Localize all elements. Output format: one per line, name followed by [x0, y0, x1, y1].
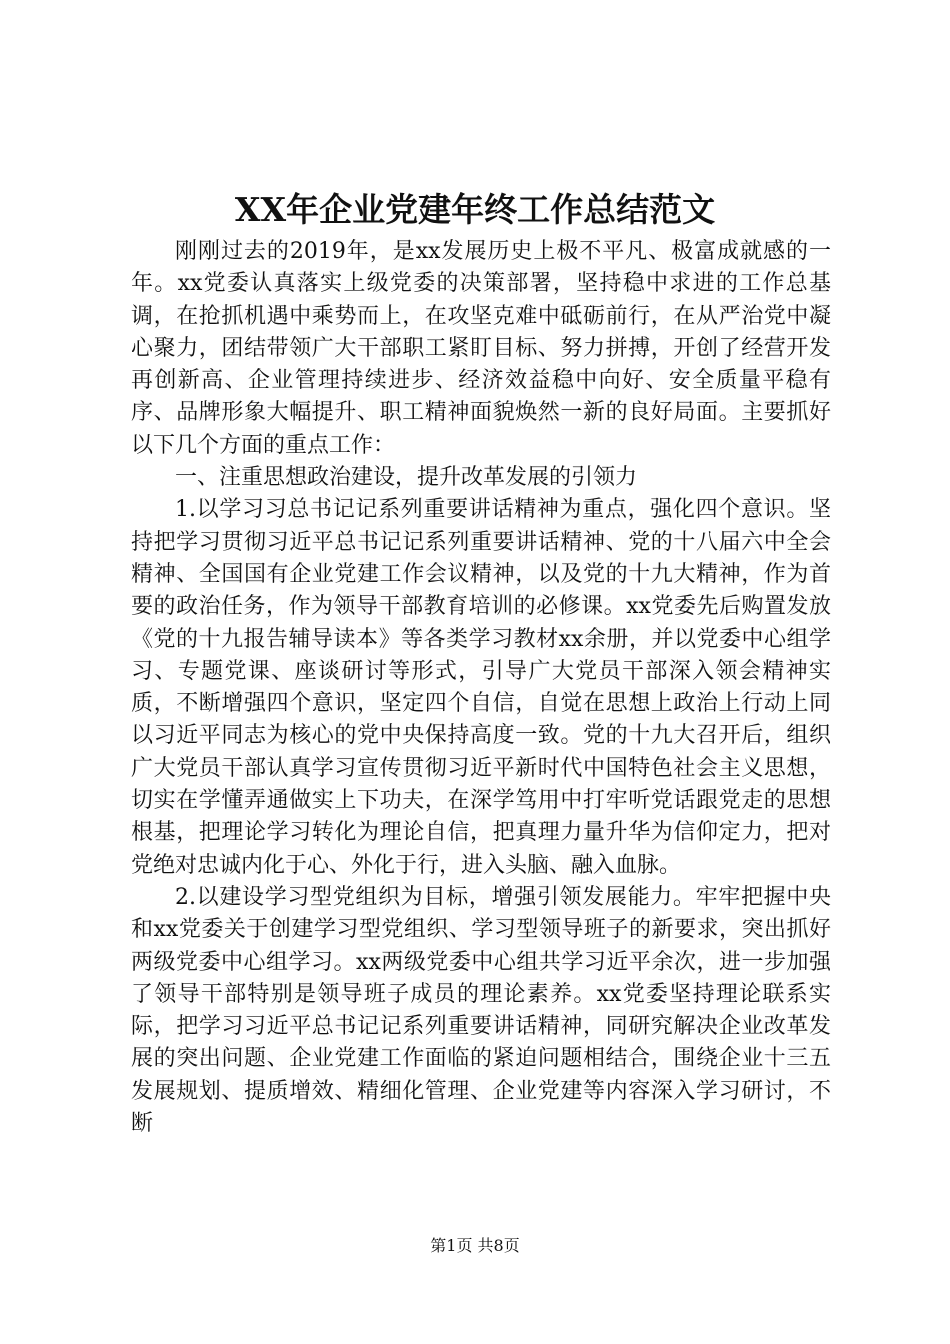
paragraph-item-1: 1.以学习习总书记记系列重要讲话精神为重点，强化四个意识。坚持把学习贯彻习近平总书记记系列重要讲话精神、党的十八届六中全会精神、全国国有企业党建工作会议精神，以及党的十九大精神，作为首要的政治任务，作为领导干部教育培训的必修课。xx党委先后购置发放《党的十九报告辅导读本》等各类学习教材xx余册，并以党委中心组学习、专题党课、座谈研讨等形式，引导广大党员干部深入领会精神实质，不断增强四个意识，坚定四个自信，自觉在思想上政治上行动上同以习近平同志为核心的党中央保持高度一致。党的十九大召开后，组织广大党员干部认真学习宣传贯彻习近平新时代中国特色社会主义思想，切实在学懂弄通做实上下功夫，在深学笃用中打牢听党话跟党走的思想根基，把理论学习转化为理论自信，把真理力量升华为信仰定力，把对党绝对忠诚内化于心、外化于行，进入头脑、融入血脉。 — [131, 497, 831, 878]
paragraph-intro: 刚刚过去的2019年，是xx发展历史上极不平凡、极富成就感的一年。xx党委认真落实上级党委的决策部署，坚持稳中求进的工作总基调，在抢抓机遇中乘势而上，在攻坚克难中砥砺前行，在从严治党中凝心聚力，团结带领广大干部职工紧盯目标、努力拼搏，开创了经营开发再创新高、企业管理持续进步、经济效益稳中向好、安全质量平稳有序、品牌形象大幅提升、职工精神面貌焕然一新的良好局面。主要抓好以下几个方面的重点工作： — [131, 239, 831, 458]
section-heading-1: 一、注重思想政治建设，提升改革发展的引领力 — [175, 465, 638, 491]
document-body — [131, 236, 831, 1140]
paragraph-item-2: 2.以建设学习型党组织为目标，增强引领发展能力。牢牢把握中央和xx党委关于创建学习型党组织、学习型领导班子的新要求，突出抓好两级党委中心组学习。xx两级党委中心组共学习近平余次，进一步加强了领导干部特别是领导班子成员的理论素养。xx党委坚持理论联系实际，把学习习近平总书记记系列重要讲话精神，同研究解决企业改革发展的突出问题、企业党建工作面临的紧迫问题相结合，围绕企业十三五发展规划、提质增效、精细化管理、企业党建等内容深入学习研讨，不断 — [131, 884, 831, 1137]
page-footer: 第1页 共8页 — [430, 1236, 520, 1255]
document-title: XX年企业党建年终工作总结范文 — [234, 190, 716, 229]
